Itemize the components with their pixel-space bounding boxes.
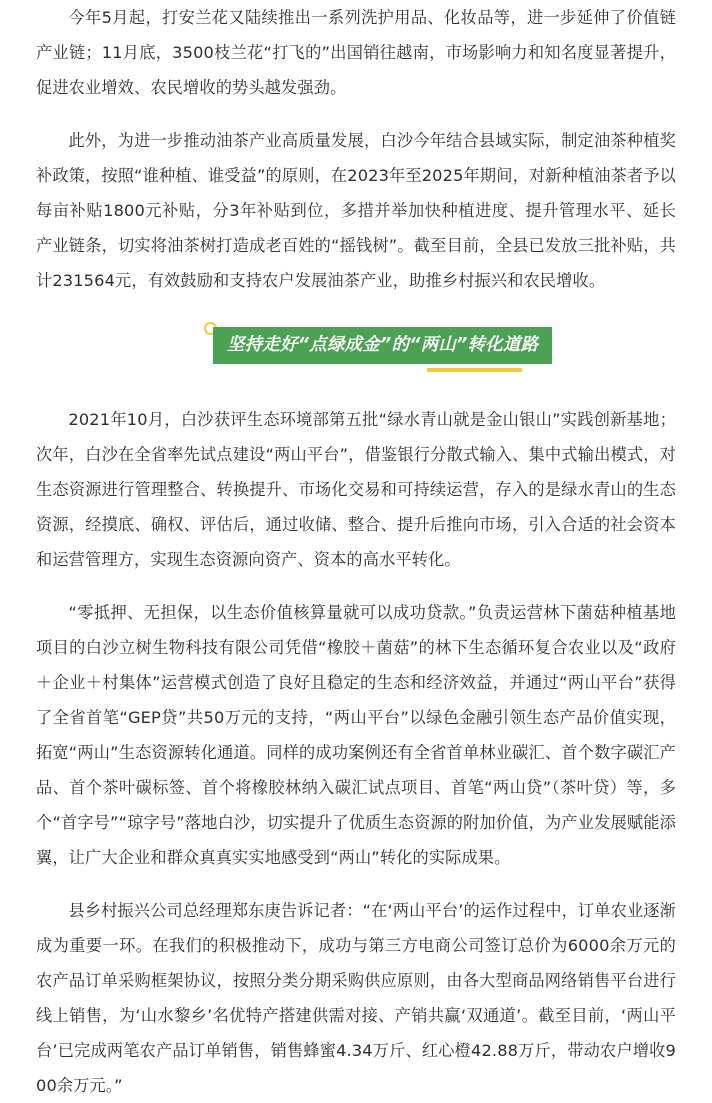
paragraph-1: 今年5月起，打安兰花又陆续推出一系列洗护用品、化妆品等，进一步延伸了价值链产业链；11月底，3500枝兰花“打飞的”出国销往越南，市场影响力和知名度显著提升，促进农业增效、农民增收的势头越发强劲。 bbox=[36, 8, 676, 97]
underline-decoration-icon bbox=[427, 368, 522, 372]
paragraph-5: 县乡村振兴公司总经理郑东庚告诉记者：“在‘两山平台’的运作过程中，订单农业逐渐成为重要一环。在我们的积极推动下，成功与第三方电商公司签订总价为6000余万元的农产品订单采购框架协议，按照分类分期采购供应原则，由各大型商品网络销售平台进行线上销售，为‘山水黎乡’名优特产搭建供需对接、产销共赢‘双通道’。截至目前，‘两山平台’已完成两笔农产品订单销售，销售蜂蜜4.34万斤、红心橙42.88万斤，带动农户增收900余万元。” bbox=[36, 901, 676, 1095]
paragraph-3: 2021年10月，白沙获评生态环境部第五批“绿水青山就是金山银山”实践创新基地；次年，白沙在全省率先试点建设“两山平台”，借鉴银行分散式输入、集中式输出模式，对生态资源进行管理整合、转换提升、市场化交易和可持续运营，存入的是绿水青山的生态资源，经摸底、确权、评估后，通过收储、整合、提升后推向市场，引入合适的社会资本和运营管理方，实现生态资源向资产、资本的高水平转化。 bbox=[36, 410, 676, 569]
section-heading-banner bbox=[213, 327, 552, 364]
section-heading-label: 坚持走好“点绿成金”的“两山”转化道路 bbox=[227, 334, 539, 355]
section-heading bbox=[36, 320, 676, 384]
paragraph-4: “零抵押、无担保，以生态价值核算量就可以成功贷款。”负责运营林下菌菇种植基地项目的白沙立树生物科技有限公司凭借“橡胶＋菌菇”的林下生态循环复合农业以及“政府＋企业＋村集体”运营模式创造了良好且稳定的生态和经济效益，并通过“两山平台”获得了全省首笔“GEP贷”共50万元的支持，“两山平台”以绿色金融引领生态产品价值实现，拓宽“两山”生态资源转化通道。同样的成功案例还有全省首单林业碳汇、首个数字碳汇产品、首个茶叶碳标签、首个将橡胶林纳入碳汇试点项目、首笔“两山贷”（茶叶贷）等，多个“首字号”“琼字号”落地白沙，切实提升了优质生态资源的附加价值，为产业发展赋能添翼，让广大企业和群众真真实实地感受到“两山”转化的实际成果。 bbox=[36, 603, 676, 867]
paragraph-2: 此外，为进一步推动油茶产业高质量发展，白沙今年结合县域实际，制定油茶种植奖补政策，按照“谁种植、谁受益”的原则，在2023年至2025年期间，对新种植油茶者予以每亩补贴1800元补贴，分3年补贴到位，多措并举加快种植进度、提升管理水平、延长产业链条，切实将油茶树打造成老百姓的“摇钱树”。截至目前，全县已发放三批补贴，共计231564元，有效鼓励和支持农户发展油茶产业，助推乡村振兴和农民增收。 bbox=[36, 131, 676, 290]
